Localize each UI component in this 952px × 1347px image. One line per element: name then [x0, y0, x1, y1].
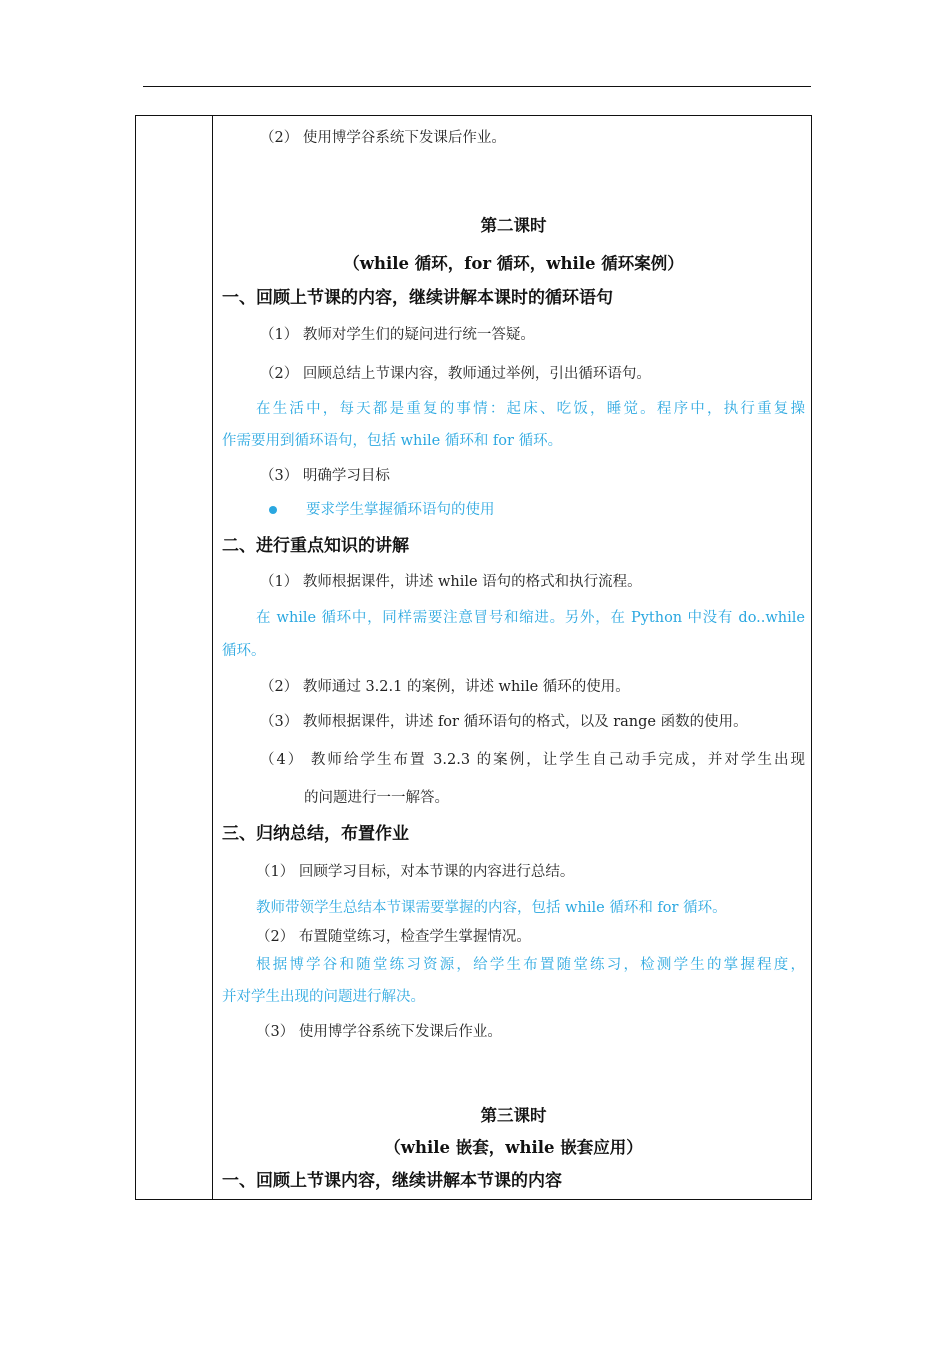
- list-item: （2） 教师通过 3.2.1 的案例，讲述 while 循环的使用。: [260, 679, 630, 695]
- list-item: （4） 教师给学生布置 3.2.3 的案例，让学生自己动手完成，并对学生出现: [260, 752, 805, 768]
- note-text: 在生活中，每天都是重复的事情：起床、吃饭，睡觉。程序中，执行重复操: [256, 401, 805, 417]
- lesson2-title: 第二课时: [480, 216, 547, 235]
- lesson3-title: 第三课时: [480, 1106, 547, 1125]
- list-item: （3） 教师根据课件，讲述 for 循环语句的格式，以及 range 函数的使用。: [260, 714, 748, 730]
- note-text: 根据博学谷和随堂练习资源，给学生布置随堂练习，检测学生的掌握程度，: [256, 957, 805, 973]
- list-item: （2） 布置随堂练习，检查学生掌握情况。: [256, 929, 531, 945]
- column-divider: [212, 116, 213, 1199]
- section-heading: 二、进行重点知识的讲解: [222, 536, 409, 556]
- list-item: （2） 回顾总结上节课内容，教师通过举例，引出循环语句。: [260, 366, 651, 382]
- note-text: 作需要用到循环语句，包括 while 循环和 for 循环。: [222, 433, 563, 449]
- lesson1-item: （2） 使用博学谷系统下发课后作业。: [260, 130, 506, 146]
- list-item: （1） 回顾学习目标，对本节课的内容进行总结。: [256, 864, 575, 880]
- list-item: （1） 教师对学生们的疑问进行统一答疑。: [260, 327, 535, 343]
- note-text: 循环。: [222, 643, 266, 659]
- section-heading: 三、归纳总结，布置作业: [222, 824, 409, 844]
- list-item-continuation: 的问题进行一一解答。: [304, 790, 449, 806]
- section-heading: 一、回顾上节课内容，继续讲解本节课的内容: [222, 1171, 562, 1191]
- bullet-icon: [269, 506, 277, 514]
- section-heading: 一、回顾上节课的内容，继续讲解本课时的循环语句: [222, 288, 613, 308]
- list-item: （1） 教师根据课件，讲述 while 语句的格式和执行流程。: [260, 574, 642, 590]
- note-text: 教师带领学生总结本节课需要掌握的内容，包括 while 循环和 for 循环。: [256, 900, 727, 916]
- header-rule: [143, 86, 811, 87]
- lesson3-subtitle: （while 嵌套，while 嵌套应用）: [384, 1138, 643, 1157]
- list-item: （3） 明确学习目标: [260, 468, 390, 484]
- note-text: 并对学生出现的问题进行解决。: [222, 989, 425, 1005]
- note-text: 在 while 循环中，同样需要注意冒号和缩进。另外，在 Python 中没有 do..while: [256, 610, 805, 626]
- bullet-text: 要求学生掌握循环语句的使用: [306, 502, 495, 518]
- lesson-plan-table: [135, 115, 812, 1200]
- list-item: （3） 使用博学谷系统下发课后作业。: [256, 1024, 502, 1040]
- lesson2-subtitle: （while 循环，for 循环，while 循环案例）: [343, 254, 684, 273]
